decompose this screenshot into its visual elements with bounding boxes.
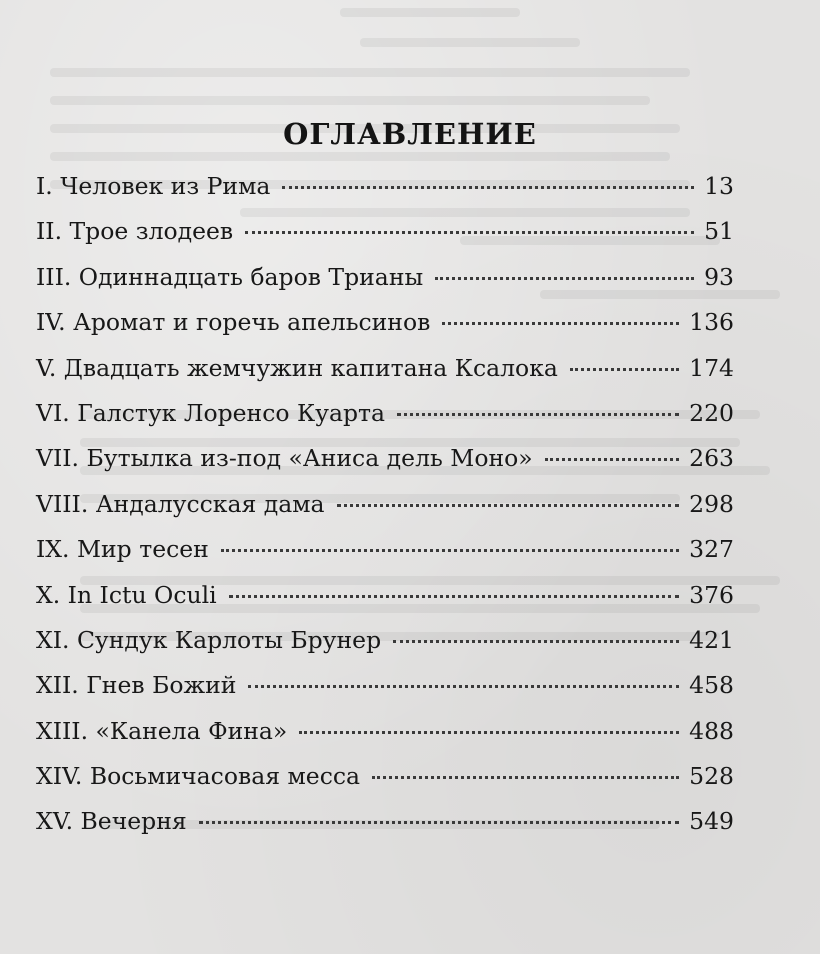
dot-leader bbox=[545, 458, 679, 461]
toc-entry-title: XV. Вечерня bbox=[36, 807, 187, 836]
toc-entry-title: VIII. Андалусская дама bbox=[36, 489, 325, 518]
toc-entry-title: IV. Аромат и горечь апельсинов bbox=[36, 308, 431, 337]
dot-leader bbox=[397, 413, 679, 416]
toc-entry bbox=[36, 263, 734, 308]
dot-leader bbox=[442, 322, 679, 325]
toc-entry-title: XIV. Восьмичасовая месса bbox=[36, 762, 361, 791]
toc-entry-page: 528 bbox=[689, 762, 734, 791]
dot-leader bbox=[299, 731, 679, 734]
page-title: ОГЛАВЛЕНИЕ bbox=[283, 117, 537, 152]
table-of-contents bbox=[36, 172, 734, 853]
toc-entry bbox=[36, 807, 734, 852]
dot-leader bbox=[248, 685, 679, 688]
toc-entry-title: IX. Мир тесен bbox=[36, 535, 209, 564]
toc-entry bbox=[36, 308, 734, 353]
toc-entry-page: 327 bbox=[689, 535, 734, 564]
toc-entry-page: 136 bbox=[689, 308, 734, 337]
dot-leader bbox=[337, 504, 680, 507]
toc-entry-title: VI. Галстук Лоренсо Куарта bbox=[36, 398, 386, 427]
toc-entry-page: 421 bbox=[689, 625, 734, 654]
toc-entry-title: XII. Гнев Божий bbox=[36, 671, 237, 700]
toc-entry-page: 376 bbox=[689, 580, 734, 609]
dot-leader bbox=[393, 640, 679, 643]
dot-leader bbox=[199, 821, 679, 824]
toc-entry-page: 458 bbox=[689, 671, 734, 700]
dot-leader bbox=[435, 277, 694, 280]
toc-entry bbox=[36, 490, 734, 535]
toc-entry bbox=[36, 172, 734, 217]
toc-entry bbox=[36, 762, 734, 807]
toc-entry-page: 174 bbox=[689, 353, 734, 382]
toc-entry bbox=[36, 535, 734, 580]
toc-entry-title: III. Одиннадцать баров Трианы bbox=[36, 262, 424, 291]
toc-entry bbox=[36, 626, 734, 671]
toc-entry bbox=[36, 354, 734, 399]
dot-leader bbox=[229, 595, 679, 598]
toc-entry-title: V. Двадцать жемчужин капитана Ксалока bbox=[36, 353, 558, 382]
toc-entry-title: VII. Бутылка из-под «Аниса дель Моно» bbox=[36, 444, 533, 473]
toc-entry-page: 93 bbox=[704, 262, 734, 291]
toc-entry-page: 263 bbox=[689, 444, 734, 473]
dot-leader bbox=[372, 776, 679, 779]
toc-entry bbox=[36, 217, 734, 262]
toc-entry-page: 51 bbox=[704, 217, 734, 246]
toc-entry bbox=[36, 671, 734, 716]
dot-leader bbox=[245, 231, 694, 234]
toc-entry-page: 549 bbox=[689, 807, 734, 836]
toc-entry-title: XI. Сундук Карлоты Брунер bbox=[36, 625, 382, 654]
toc-entry bbox=[36, 581, 734, 626]
toc-entry-page: 13 bbox=[704, 172, 734, 200]
dot-leader bbox=[570, 368, 679, 371]
toc-entry bbox=[36, 399, 734, 444]
toc-entry-title: II. Трое злодеев bbox=[36, 217, 234, 246]
toc-entry-page: 220 bbox=[689, 398, 734, 427]
toc-entry-title: X. In Ictu Oculi bbox=[36, 580, 217, 609]
toc-entry bbox=[36, 444, 734, 489]
toc-entry-page: 488 bbox=[689, 716, 734, 745]
dot-leader bbox=[282, 186, 694, 189]
toc-entry-title: I. Человек из Рима bbox=[36, 172, 271, 200]
dot-leader bbox=[221, 549, 679, 552]
toc-entry-title: XIII. «Канела Фина» bbox=[36, 716, 288, 745]
toc-entry bbox=[36, 717, 734, 762]
toc-entry-page: 298 bbox=[689, 489, 734, 518]
